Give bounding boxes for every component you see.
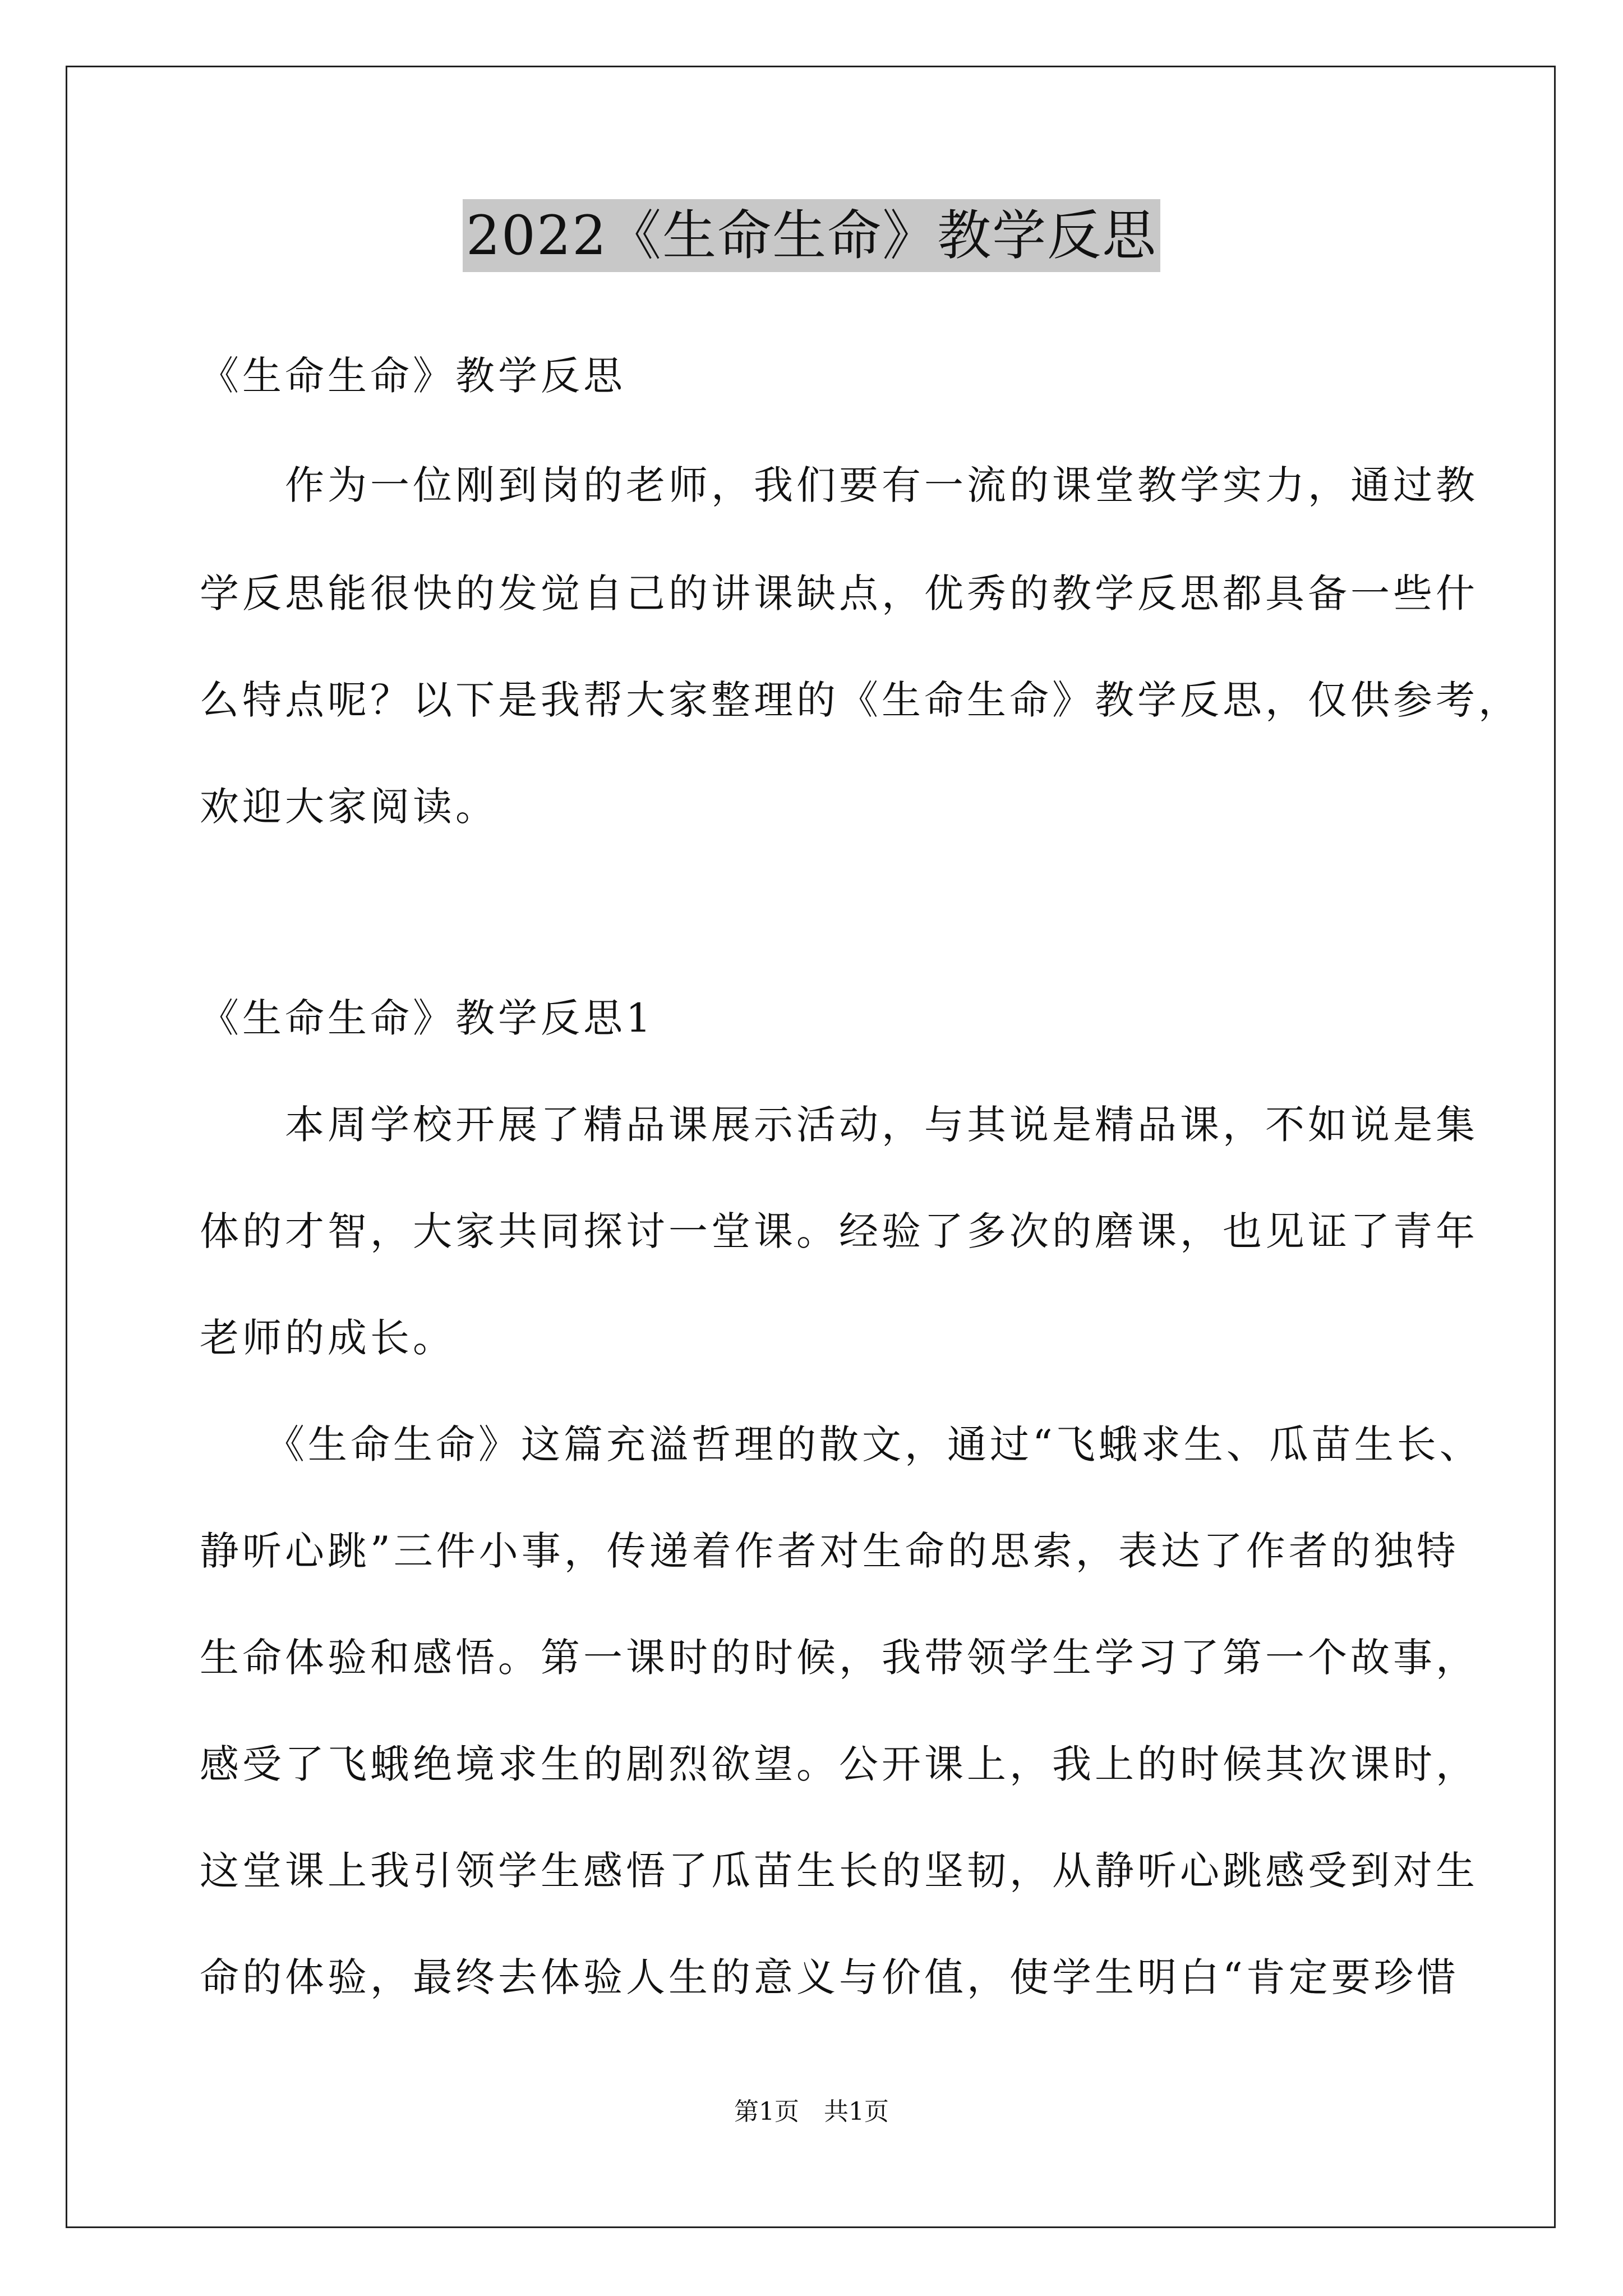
- paragraph-line: 本周学校开展了精品课展示活动，与其说是精品课，不如说是集: [200, 1102, 1478, 1148]
- section-heading: 《生命生命》教学反思1: [200, 995, 654, 1041]
- section-heading: 《生命生命》教学反思: [200, 353, 626, 399]
- paragraph-line: 《生命生命》这篇充溢哲理的散文，通过“飞蛾求生、瓜苗生长、: [200, 1421, 1482, 1467]
- paragraph-line: 欢迎大家阅读。: [200, 784, 498, 830]
- document-title: 2022《生命生命》教学反思: [463, 199, 1160, 272]
- paragraph-line: 这堂课上我引领学生感悟了瓜苗生长的坚韧，从静听心跳感受到对生: [200, 1848, 1478, 1894]
- title-container: [0, 199, 1623, 272]
- paragraph-line: 作为一位刚到岗的老师，我们要有一流的课堂教学实力，通过教: [200, 462, 1478, 508]
- paragraph-line: 生命体验和感悟。第一课时的时候，我带领学生学习了第一个故事，: [200, 1635, 1478, 1681]
- page-footer: 第1页 共1页: [734, 2097, 889, 2126]
- paragraph-line: 学反思能很快的发觉自己的讲课缺点，优秀的教学反思都具备一些什: [200, 570, 1478, 616]
- paragraph-line: 命的体验，最终去体验人生的意义与价值，使学生明白“肯定要珍惜: [200, 1954, 1459, 2000]
- paragraph-line: 体的才智，大家共同探讨一堂课。经验了多次的磨课，也见证了青年: [200, 1208, 1478, 1254]
- paragraph-line: 么特点呢？以下是我帮大家整理的《生命生命》教学反思，仅供参考，: [200, 677, 1521, 723]
- paragraph-line: 感受了飞蛾绝境求生的剧烈欲望。公开课上，我上的时候其次课时，: [200, 1741, 1478, 1787]
- paragraph-line: 静听心跳”三件小事，传递着作者对生命的思索，表达了作者的独特: [200, 1528, 1459, 1574]
- paragraph-line: 老师的成长。: [200, 1315, 455, 1361]
